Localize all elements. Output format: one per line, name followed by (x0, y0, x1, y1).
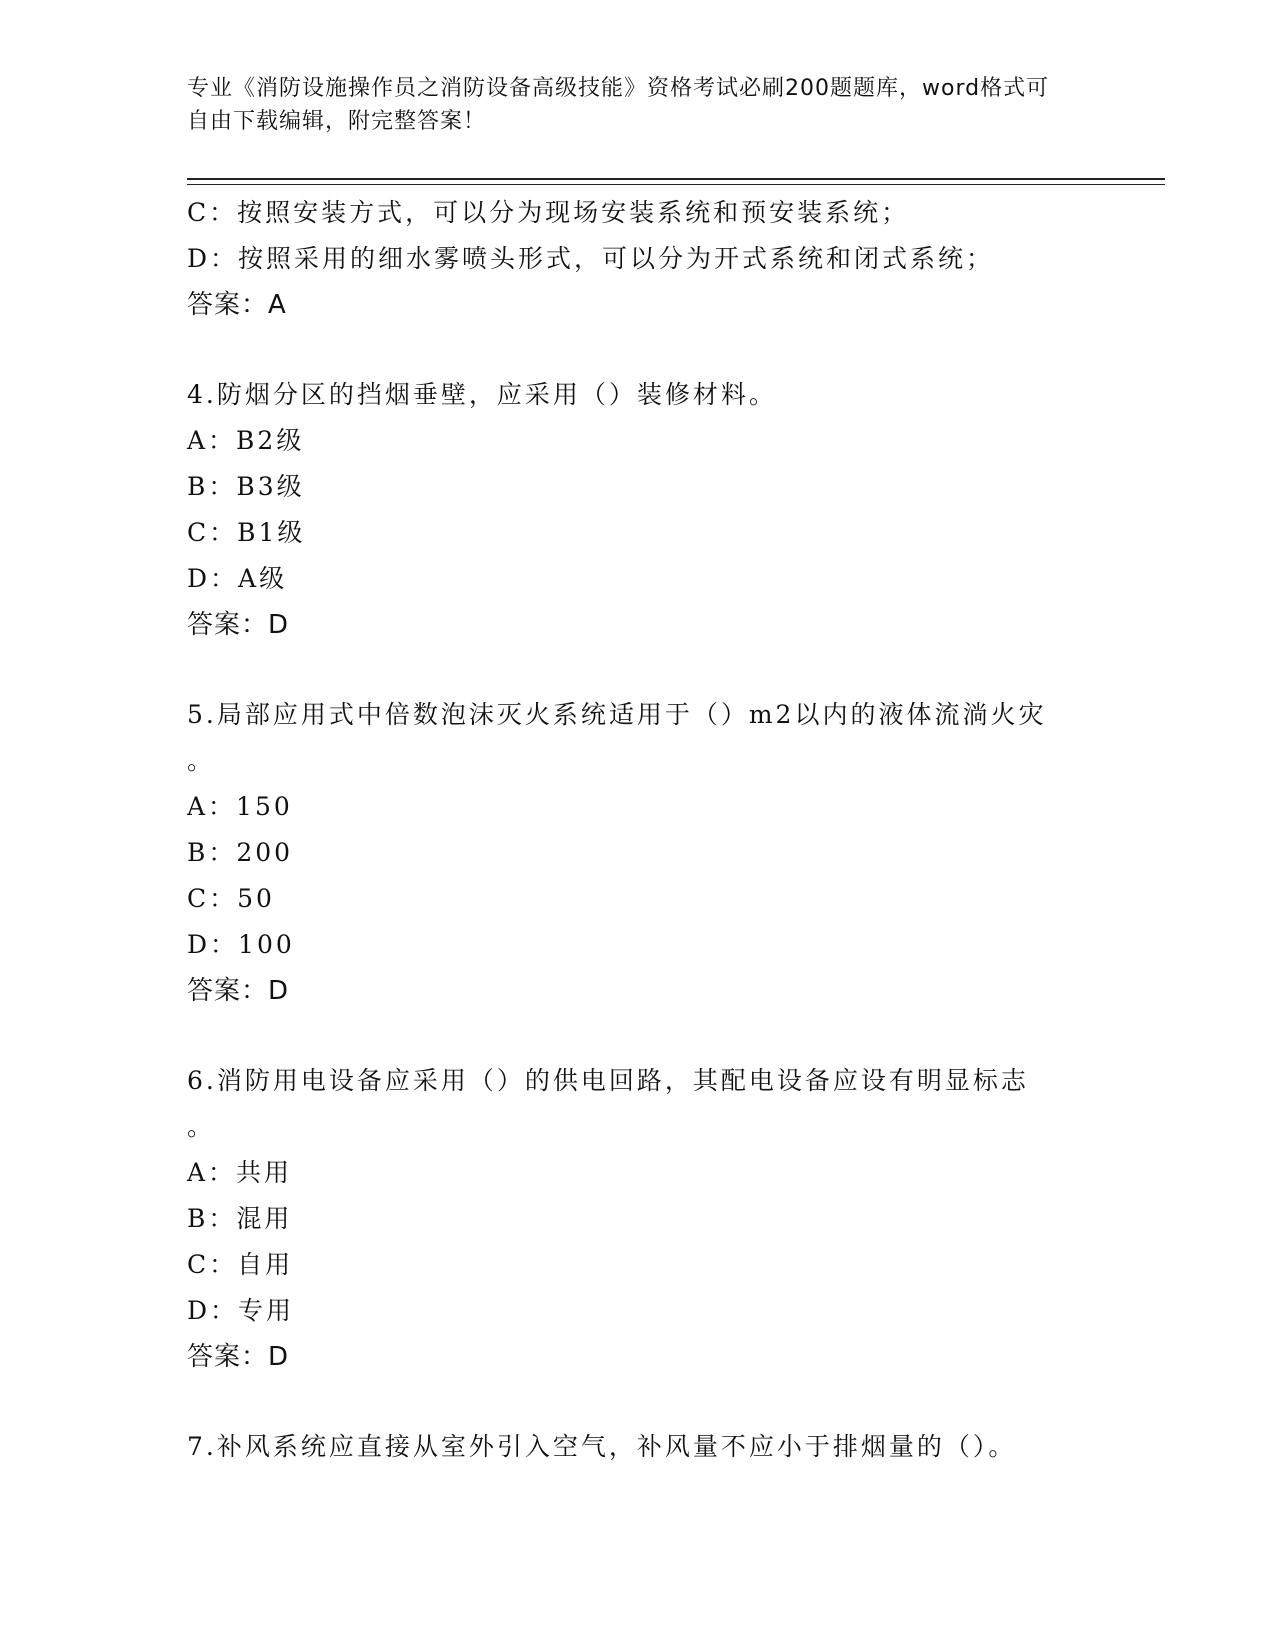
option-d: D：按照采用的细水雾喷头形式，可以分为开式系统和闭式系统； (187, 244, 995, 273)
question-3-continued (187, 190, 1117, 328)
question-5 (187, 692, 1117, 1014)
question-stem-wrap: 。 (187, 1112, 216, 1141)
question-spacer (187, 328, 1117, 372)
option-c: C：50 (187, 884, 275, 913)
option-a: A：共用 (187, 1158, 293, 1187)
option-c: C：B1级 (187, 518, 306, 547)
question-stem: 4.防烟分区的挡烟垂壁，应采用（）装修材料。 (187, 380, 777, 409)
header-divider-thick (187, 178, 1165, 180)
question-stem: 5.局部应用式中倍数泡沫灭火系统适用于（）m2以内的液体流淌火灾 (187, 700, 1047, 729)
option-a: A：B2级 (187, 426, 305, 455)
option-d: D：A级 (187, 564, 288, 593)
document-header: 专业《消防设施操作员之消防设备高级技能》资格考试必刷200题题库，word格式可自由下载编辑，附完整答案！ (187, 76, 1050, 134)
option-d: D：专用 (187, 1296, 295, 1325)
option-a: A：150 (187, 792, 293, 821)
question-stem: 6.消防用电设备应采用（）的供电回路，其配电设备应设有明显标志 (187, 1066, 1029, 1095)
question-stem-wrap: 。 (187, 746, 216, 775)
answer-line: 答案：D (187, 610, 290, 640)
question-7 (187, 1424, 1117, 1470)
question-list (187, 190, 1117, 1470)
answer-line: 答案：D (187, 976, 290, 1006)
option-c: C：按照安装方式，可以分为现场安装系统和预安装系统； (187, 198, 910, 227)
option-c: C：自用 (187, 1250, 294, 1279)
answer-line: 答案：D (187, 1342, 290, 1372)
question-4 (187, 372, 1117, 648)
header-divider-thin (187, 184, 1165, 185)
answer-line: 答案：A (187, 290, 287, 320)
option-b: B：混用 (187, 1204, 293, 1233)
option-b: B：200 (187, 838, 294, 867)
question-6 (187, 1058, 1117, 1380)
option-b: B：B3级 (187, 472, 305, 501)
question-spacer (187, 1014, 1117, 1058)
question-stem: 7.补风系统应直接从室外引入空气，补风量不应小于排烟量的（）。 (187, 1432, 1017, 1461)
question-spacer (187, 1380, 1117, 1424)
option-d: D：100 (187, 930, 295, 959)
question-spacer (187, 648, 1117, 692)
